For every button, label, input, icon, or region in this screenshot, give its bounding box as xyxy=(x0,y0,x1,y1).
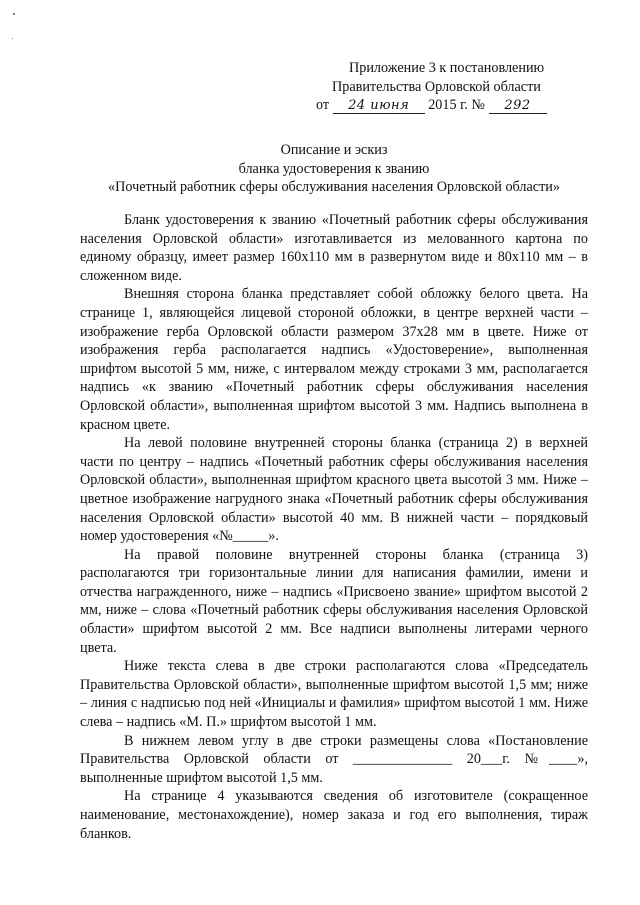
paragraph-4: На правой половине внутренней стороны бланка (страница 3) располагаются три горизонтальные линии для написания фамилии, имени и отчества награжденного, ниже – надпись «Присвоено звание» шрифтом высотой 2 мм, ниже – слова «Почетный работник сферы обслуживания населения Орловской области» шрифтом высотой 2 мм. Все надписи выполнены литерами черного цвета. xyxy=(80,546,588,656)
paragraph-2: Внешняя сторона бланка представляет собой обложку белого цвета. На странице 1, являющейся лицевой стороной обложки, в центре верхней части – изображение герба Орловской области размером 37х28 мм в цвете. Ниже от изображения герба располагается надпись «Удостоверение», выполненная шрифтом высотой 5 мм, ниже, с интервалом между строками 3 мм, располагается надпись «к званию «Почетный работник сферы обслуживания населения Орловской области», выполненная шрифтом высотой 3 мм. Надпись выполнена в красном цвете. xyxy=(80,286,588,433)
handwritten-date: 24 июня xyxy=(333,99,425,114)
document-title xyxy=(80,141,588,197)
paragraph-3: На левой половине внутренней стороны бланка (страница 2) в верхней части по центру – надпись «Почетный работник сферы обслуживания населения Орловской области», выполненная шрифтом красного цвета высотой 3 мм. Ниже – цветное изображение нагрудного знака «Почетный работник сферы обслуживания населения Орловской области» высотой 40 мм. В нижней части – порядковый номер удостоверения «№_____». xyxy=(80,435,588,545)
annex-line-2: Правительства Орловской области xyxy=(332,78,541,95)
paragraph-7: На странице 4 указываются сведения об изготовителе (сокращенное наименование, местонахождение), номер заказа и год его выполнения, тираж бланков. xyxy=(80,788,588,842)
handwritten-number: 292 xyxy=(489,99,547,114)
annex-date-line xyxy=(316,96,578,115)
paragraph-5: Ниже текста слева в две строки располагаются слова «Председатель Правительства Орловской области», выполненные шрифтом высотой 1,5 мм; ниже – линия с надписью под ней «Инициалы и фамилия» шрифтом высотой 1 мм. Ниже слева – надпись «М. П.» шрифтом высотой 1 мм. xyxy=(80,658,588,731)
scan-speck xyxy=(12,38,13,39)
annex-line-1: Приложение 3 к постановлению xyxy=(349,60,545,76)
title-line-3: «Почетный работник сферы обслуживания населения Орловской области» xyxy=(108,179,560,196)
date-prefix: от xyxy=(316,97,330,114)
title-line-1: Описание и эскиз xyxy=(280,142,388,158)
document-body xyxy=(80,211,588,843)
paragraph-1: Бланк удостоверения к званию «Почетный работник сферы обслуживания населения Орловской области» изготавливается из мелованного картона по единому образцу, имеет размер 160х110 мм в развернутом виде и 80х110 мм – в сложенном виде. xyxy=(80,212,588,284)
paragraph-6: В нижнем левом углу в две строки размещены слова «Постановление Правительства Орловской области от ______________ 20___г. №____», выполненные шрифтом высотой 1,5 мм. xyxy=(80,732,588,786)
year-text: 2015 г. № xyxy=(428,97,485,114)
title-line-2: бланка удостоверения к званию xyxy=(238,160,430,177)
scan-speck xyxy=(13,13,15,15)
annex-header xyxy=(316,59,578,115)
